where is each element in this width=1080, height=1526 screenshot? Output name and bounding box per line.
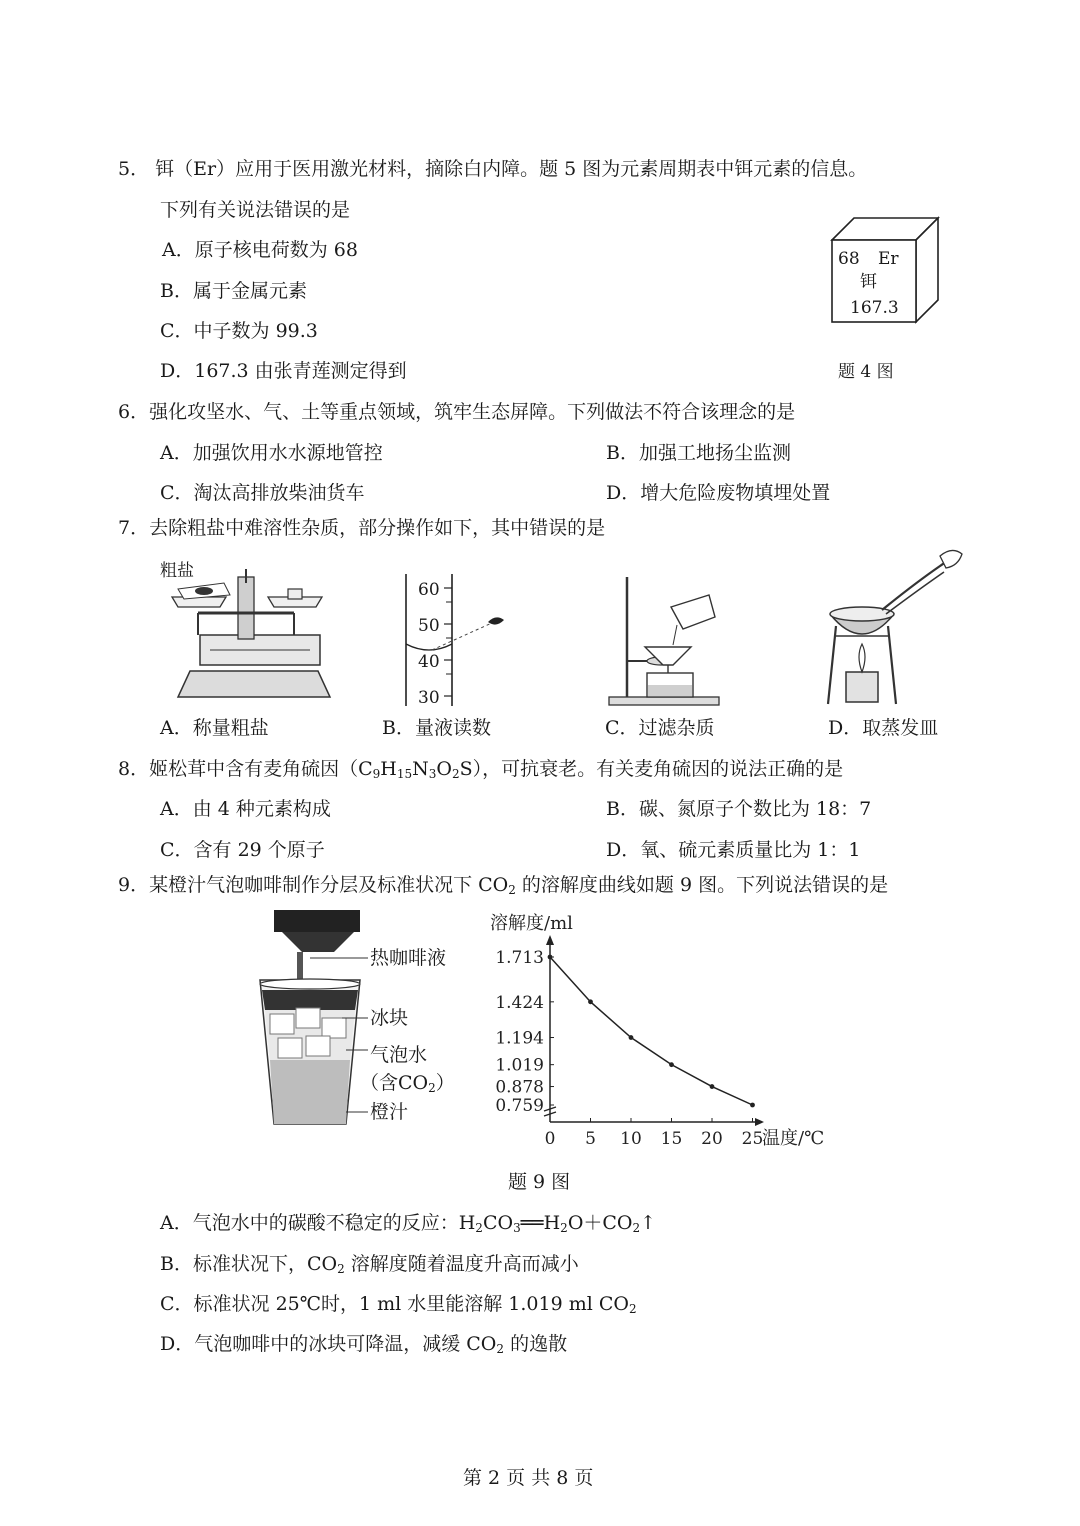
q7-option-c: C．过滤杂质 — [605, 717, 715, 739]
q5-option-d: D．167.3 由张青莲测定得到 — [160, 360, 407, 382]
y-tick-label: 1.713 — [495, 948, 544, 968]
y-tick-label: 1.424 — [495, 992, 544, 1013]
x-tick-label: 5 — [585, 1129, 596, 1149]
q8-option-d: D．氧、硫元素质量比为 1：1 — [606, 839, 861, 861]
y-axis-title: 溶解度/ml — [490, 913, 573, 934]
q7-option-a: A．称量粗盐 — [160, 717, 269, 739]
q6-stem: 6．强化攻坚水、气、土等重点领域，筑牢生态屏障。下列做法不符合该理念的是 — [118, 401, 796, 423]
filtration-figure — [605, 565, 730, 715]
data-point — [629, 1035, 634, 1040]
x-axis-title: 温度/℃ — [762, 1128, 825, 1149]
q8-stem: 8．姬松茸中含有麦角硫因$(C_9H_{15}N_3O_2S)$，可抗衰老。有关麦角硫因的说法正确的是 — [118, 758, 844, 781]
x-tick-label: 20 — [701, 1129, 723, 1149]
x-tick-label: 25 — [741, 1129, 764, 1149]
q7-option-d: D．取蒸发皿 — [828, 717, 939, 739]
balance-figure — [160, 555, 340, 705]
label-soda: 气泡水 — [370, 1044, 428, 1066]
data-point — [669, 1062, 674, 1067]
x-tick-label: 10 — [620, 1129, 642, 1149]
element-number: 68 — [838, 249, 860, 269]
x-tick-label: 0 — [544, 1129, 556, 1149]
label-hot-coffee: 热咖啡液 — [370, 947, 447, 969]
data-point — [710, 1084, 715, 1089]
y-tick-label: 1.019 — [495, 1055, 544, 1076]
cyl-tick-60: 60 — [418, 580, 440, 600]
label-orange-juice: 橙汁 — [370, 1101, 409, 1123]
q8-option-b: B．碳、氮原子个数比为 18：7 — [606, 798, 872, 820]
coffee-cup-figure — [250, 910, 470, 1135]
cyl-tick-30: 30 — [418, 688, 440, 708]
q5-option-b: B．属于金属元素 — [160, 280, 307, 302]
data-point — [588, 999, 593, 1004]
data-point — [548, 955, 553, 960]
q8-option-a: A．由 4 种元素构成 — [160, 798, 331, 820]
page-footer: 第 2 页 共 8 页 — [463, 1467, 594, 1489]
evaporating-dish-figure — [822, 546, 972, 711]
q9-figure-caption: 题 9 图 — [508, 1171, 571, 1193]
q6-option-a: A．加强饮用水水源地管控 — [160, 442, 383, 464]
q6-option-c: C．淘汰高排放柴油货车 — [160, 482, 365, 504]
q9-stem: 9．某橙汁气泡咖啡制作分层及标准状况下 $CO_2$ 的溶解度曲线如题 9 图。下列说法错误的是 — [118, 874, 889, 897]
x-axis-arrow — [755, 1118, 764, 1126]
solubility-chart — [480, 905, 860, 1155]
q7-stem: 7．去除粗盐中难溶性杂质，部分操作如下，其中错误的是 — [118, 517, 606, 539]
y-tick-label: 1.194 — [495, 1028, 544, 1049]
q5-stem: 5． 铒（Er）应用于医用激光材料，摘除白内障。题 5 图为元素周期表中铒元素的信息。 — [118, 158, 868, 180]
cylinder-figure — [404, 572, 524, 712]
q5-figure-caption: 题 4 图 — [838, 362, 894, 382]
salt-label: 粗盐 — [160, 561, 194, 581]
label-soda-co2: （含$CO_2$） — [360, 1072, 455, 1095]
element-mass: 167.3 — [850, 298, 899, 318]
q6-option-d: D．增大危险废物填埋处置 — [606, 482, 831, 504]
q9-option-a: A．气泡水中的碳酸不稳定的反应：$H_2CO_3══H_2O+CO_2↑$ — [160, 1212, 657, 1235]
q5-option-a: A．原子核电荷数为 68 — [162, 239, 358, 261]
data-point — [750, 1103, 755, 1108]
x-tick-label: 15 — [660, 1129, 683, 1149]
y-tick-label: 0.878 — [495, 1077, 544, 1098]
q6-option-b: B．加强工地扬尘监测 — [606, 442, 791, 464]
element-card-figure — [826, 212, 942, 328]
q8-option-c: C．含有 29 个原子 — [160, 839, 325, 861]
solubility-curve — [550, 957, 753, 1105]
y-tick-label: 0.759 — [495, 1096, 544, 1116]
q5-option-c: C．中子数为 99.3 — [160, 320, 318, 342]
q5-stem-2: 下列有关说法错误的是 — [160, 199, 351, 221]
label-ice: 冰块 — [370, 1007, 409, 1029]
q7-option-b: B．量液读数 — [382, 717, 491, 739]
cyl-tick-50: 50 — [418, 616, 440, 636]
cyl-tick-40: 40 — [418, 652, 440, 672]
q9-option-c: C．标准状况 25℃时，1 ml 水里能溶解 1.019 ml $CO_2$ — [160, 1293, 637, 1316]
y-axis-arrow — [546, 935, 554, 945]
element-symbol: Er — [878, 249, 899, 269]
q9-option-b: B．标准状况下，$CO_2$ 溶解度随着温度升高而减小 — [160, 1253, 579, 1276]
element-name: 铒 — [860, 272, 877, 292]
q9-option-d: D．气泡咖啡中的冰块可降温，减缓 $CO_2$ 的逸散 — [160, 1333, 568, 1356]
